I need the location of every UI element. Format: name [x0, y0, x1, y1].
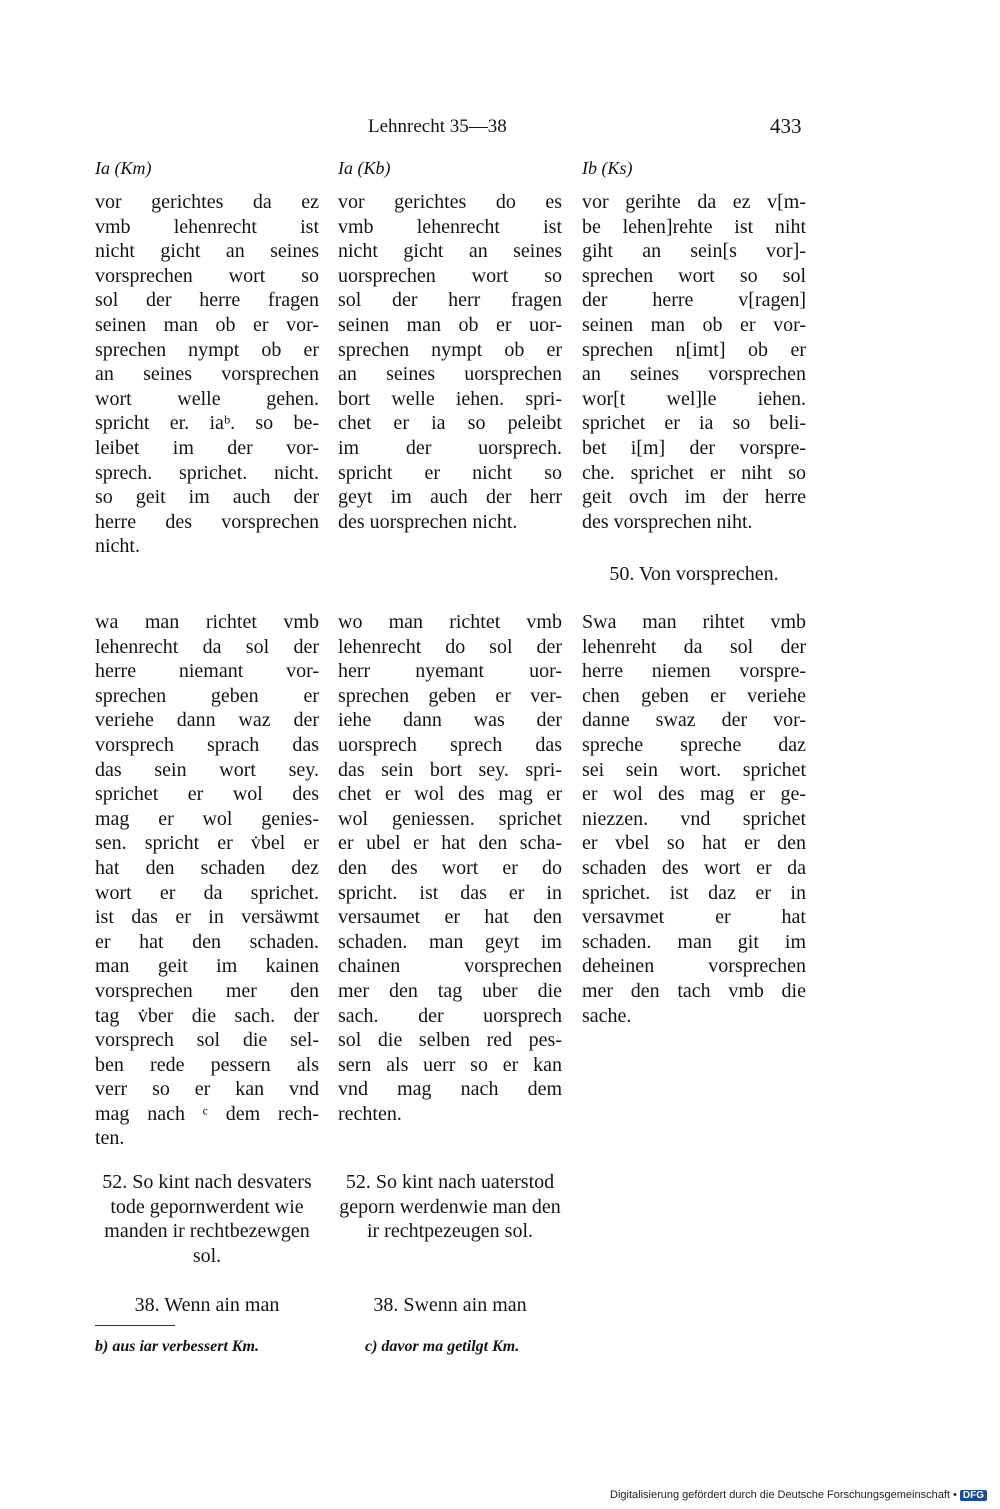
text-line: vaters tode geporn	[110, 1171, 312, 1218]
text-line: sei sein wort. sprichet	[582, 758, 806, 781]
text-line: sen. spricht er v̇bel er	[95, 832, 319, 855]
text-line: tag v̇ber die sach. der	[95, 1004, 319, 1027]
next-section-km: 38. Wenn ain man	[134, 1294, 280, 1316]
text-line: der herre v[ragen]	[582, 289, 806, 312]
column-label-km: Ia (Km)	[95, 158, 152, 178]
text-line: sprechen wort so sol	[582, 264, 806, 287]
text-line: bezewgen sol.	[192, 1220, 310, 1267]
column-label-ks: Ib (Ks)	[582, 158, 633, 178]
text-line: wie man den ir recht	[366, 1195, 561, 1243]
text-line: er vbel so hat er den	[582, 832, 806, 855]
text-line: 52. So kint nach uaters	[345, 1171, 529, 1193]
text-line: verr so er kan vnd	[95, 1078, 319, 1101]
text-line: des uorsprechen nicht.	[338, 510, 518, 533]
text-line: sprechen n[imt] ob er	[582, 338, 806, 361]
text-line: wol geniessen. sprichet	[338, 807, 562, 830]
text-line: sache.	[582, 1004, 632, 1027]
text-line: an seines vorsprechen	[582, 363, 806, 386]
text-line: er ubel er hat den scha-	[338, 832, 562, 855]
text-line: sprichet er wol des	[95, 783, 319, 806]
text-line: bet i[m] der vorspre-	[582, 436, 806, 459]
text-line: vorsprechen mer den	[95, 979, 319, 1002]
text-line: danne swaz der vor-	[582, 709, 806, 732]
text-line: den des wort er do	[338, 856, 562, 879]
text-line: spricht er nicht so	[338, 461, 562, 484]
text-line: geit ovch im der herre	[582, 486, 806, 509]
dfg-logo: DFG	[960, 1490, 987, 1501]
text-line: wort welle gehen.	[95, 387, 319, 410]
column-label-kb: Ia (Kb)	[338, 158, 391, 178]
text-line: sach. der uorsprech	[338, 1004, 562, 1027]
text-line: das sein bort sey. spri-	[338, 758, 562, 781]
text-line: che. sprichet er niht so	[582, 461, 806, 484]
section-heading-km	[95, 1170, 319, 1268]
section-heading-kb	[338, 1170, 562, 1244]
text-line: pezeugen sol.	[424, 1220, 534, 1243]
text-line: sprichet. ist daz er in	[582, 881, 806, 904]
text-line: vor gerihte da ez v[m-	[582, 191, 806, 213]
column-km-block-1	[95, 190, 319, 559]
text-line: 52. So kint nach des	[102, 1171, 264, 1193]
text-line: chen geben er veriehe	[582, 684, 806, 707]
text-line: bort welle iehen. spri-	[338, 387, 562, 410]
text-line: an seines vorsprechen	[95, 363, 319, 386]
section-heading-ks	[582, 562, 806, 587]
text-line: im der uorsprech.	[338, 436, 562, 459]
text-line: versaumet er hat den	[338, 906, 562, 929]
text-line: nicht gicht an seines	[95, 240, 319, 263]
text-line: wort er da sprichet.	[95, 881, 319, 904]
text-line: schaden. man git im	[582, 930, 806, 953]
text-line: uorsprechen wort so	[338, 264, 562, 287]
text-line: vorsprechen wort so	[95, 264, 319, 287]
text-line: herre des vorsprechen	[95, 510, 319, 533]
text-line: 50. Von vorsprechen.	[609, 563, 779, 585]
text-line: sprechen nympt ob er	[95, 338, 319, 361]
text-line: ist das er in versäwmt	[95, 906, 319, 929]
text-line: lehenrecht da sol der	[95, 635, 319, 658]
text-line: giht an sein[s vor]-	[582, 240, 806, 263]
text-line: sprechen geben er ver-	[338, 684, 562, 707]
text-line: vorsprech sprach das	[95, 733, 319, 756]
text-line: herr nyemant uor-	[338, 660, 562, 683]
text-line: er hat den schaden.	[95, 930, 319, 953]
text-line: chet er wol des mag er	[338, 783, 562, 806]
text-line: rechten.	[338, 1102, 402, 1125]
column-kb-block-1	[338, 190, 562, 534]
digitization-credit	[610, 1489, 987, 1501]
text-line: vor gerichtes da ez	[95, 191, 319, 213]
text-line: Swa man rihtet vmb	[582, 611, 806, 633]
text-line: so geit im auch der	[95, 486, 319, 509]
text-line: ben rede pessern als	[95, 1053, 319, 1076]
text-line: herre niemen vorspre-	[582, 660, 806, 683]
text-line: be lehen]rehte ist niht	[582, 215, 806, 238]
text-line: nicht.	[95, 535, 140, 558]
text-line: wa man richtet vmb	[95, 611, 319, 633]
text-line: lehenrecht do sol der	[338, 635, 562, 658]
text-line: schaden. man geyt im	[338, 930, 562, 953]
text-line: er wol des mag er ge-	[582, 783, 806, 806]
text-line: das sein wort sey.	[95, 758, 319, 781]
text-line: versavmet er hat	[582, 906, 806, 929]
text-line: sol der herre fragen	[95, 289, 319, 312]
text-line: schaden des wort er da	[582, 856, 806, 879]
footnote-c: c) davor ma getilgt Km.	[365, 1338, 520, 1355]
text-line: mag er wol genies-	[95, 807, 319, 830]
text-line: uorsprech sprech das	[338, 733, 562, 756]
next-section-kb: 38. Swenn ain man	[373, 1294, 527, 1316]
column-kb-block-2	[338, 610, 562, 1126]
text-line: seinen man ob er vor-	[95, 313, 319, 336]
text-line: mer den tag uber die	[338, 979, 562, 1002]
text-line: des vorsprechen niht.	[582, 510, 753, 533]
text-line: niezzen. vnd sprichet	[582, 807, 806, 830]
text-line: sol der herr fragen	[338, 289, 562, 312]
text-line: ten.	[95, 1127, 125, 1150]
text-line: herre niemant vor-	[95, 660, 319, 683]
running-title: Lehnrecht 35—38	[368, 116, 507, 137]
digitization-note: Digitalisierung gefördert durch die Deutsche Forschungsgemeinschaft •	[610, 1489, 957, 1501]
text-line: werdent wie man	[104, 1195, 304, 1243]
text-line: mer den tach vmb die	[582, 979, 806, 1002]
text-line: vor gerichtes do es	[338, 191, 562, 213]
footnote-rule	[95, 1325, 175, 1326]
text-line: spricht er. iaᵇ. so be-	[95, 412, 319, 435]
text-line: spreche spreche daz	[582, 733, 806, 756]
text-line: spricht. ist das er in	[338, 881, 562, 904]
text-line: seinen man ob er uor-	[338, 313, 562, 336]
footnote-b: b) aus iar verbessert Km.	[95, 1338, 259, 1355]
text-line: veriehe dann waz der	[95, 709, 319, 732]
text-line: nicht gicht an seines	[338, 240, 562, 263]
text-line: tod geporn werden	[339, 1171, 555, 1218]
column-ks-block-2	[582, 610, 806, 1028]
text-line: sprichet er ia so beli-	[582, 412, 806, 435]
text-line: wo man richtet vmb	[338, 611, 562, 633]
text-line: geyt im auch der herr	[338, 486, 562, 509]
text-line: lehenreht da sol der	[582, 635, 806, 658]
text-line: sol die selben red pes-	[338, 1029, 562, 1052]
text-line: deheinen vorsprechen	[582, 955, 806, 978]
text-line: hat den schaden dez	[95, 856, 319, 879]
column-km-block-2	[95, 610, 319, 1151]
text-line: sprechen geben er	[95, 684, 319, 707]
column-ks-block-1	[582, 190, 806, 534]
text-line: vmb lehenrecht ist	[338, 215, 562, 238]
text-line: seinen man ob er vor-	[582, 313, 806, 336]
text-line: leibet im der vor-	[95, 436, 319, 459]
text-line: mag nach ᶜ dem rech-	[95, 1102, 319, 1125]
text-line: vorsprech sol die sel-	[95, 1029, 319, 1052]
text-line: sprechen nympt ob er	[338, 338, 562, 361]
text-line: sprech. sprichet. nicht.	[95, 461, 319, 484]
text-line: chainen vorsprechen	[338, 955, 562, 978]
text-line: man geit im kainen	[95, 955, 319, 978]
text-line: vnd mag nach dem	[338, 1078, 562, 1101]
text-line: wor[t wel]le iehen.	[582, 387, 806, 410]
page-number: 433	[770, 114, 802, 138]
text-line: chet er ia so peleibt	[338, 412, 562, 435]
text-line: an seines uorsprechen	[338, 363, 562, 386]
text-line: vmb lehenrecht ist	[95, 215, 319, 238]
text-line: sern als uerr so er kan	[338, 1053, 562, 1076]
text-line: iehe dann was der	[338, 709, 562, 732]
text-line: den ir recht	[138, 1220, 230, 1243]
